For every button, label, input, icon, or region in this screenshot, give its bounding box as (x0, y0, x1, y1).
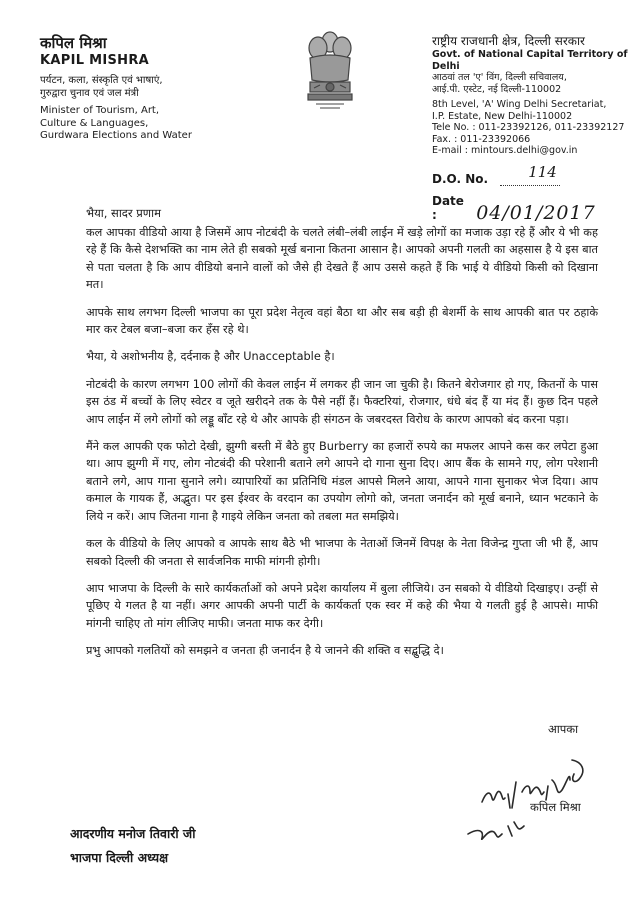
date-row (432, 194, 596, 224)
paragraph: आपके साथ लगभग दिल्ली भाजपा का पूरा प्रदेश नेतृत्व वहां बैठा था और सब बड़ी ही बेशर्मी के साथ आपकी बात पर ठहाके मार कर टेबल बजा–बजा कर हँस रहे थे। (86, 305, 598, 337)
paragraph: कल आपका वीडियो आया है जिसमें आप नोटबंदी के चलते लंबी–लंबी लाईन में खड़े लोगों का मजाक उड़ा रहे हैं और ये भी कह रहे हैं कि कैसे देशभक्ति का नाम लेते ही सबको मूर्ख बनाना कितना आसान है। आपको अपनी गलती का अहसास है ये इस बात से पता चलता है कि आप वीडियो बनाने वालों को जैसे ही देखते हैं आप उससे कहते हैं कि भाई ये वीडियो किसी को दिखाना मत। (86, 226, 598, 292)
paragraph: भैया, ये अशोभनीय है, दर्दनाक है और Unacceptable है। (86, 350, 335, 364)
address-english-line1: 8th Level, 'A' Wing Delhi Secretariat, (432, 99, 607, 110)
do-label: D.O. No. (432, 172, 489, 186)
paragraph: मैंने कल आपकी एक फोटो देखी, झुग्गी बस्ती में बैठे हुए Burberry का हजारों रुपये का मफलर आपने कस कर लपेटा हुआ था। आप झुग्गी में गए, लोग नोटबंदी की परेशानी बताने लगे आपने दो गाना सुना दिए। आप बैंक के सामने गए, लोग परेशानी बताने लगे, आप गाना सुनाने लगे। व्यापारियों का प्रतिनिधि मंडल आपसे मिलने आया, आपने गाना सुनाकर भेज दिया। आप कमाल के गायक हैं, अद्भुत। पर इस ईश्वर के वरदान का उपयोग लोगो को, जनता जनार्दन को मूर्ख बनाने, ध्यान भटकाने के लिये न करें। आप जितना गाना है गाइये लेकिन जनता को तबला मत समझिये। (86, 440, 598, 523)
paragraph: प्रभु आपको गलतियों को समझने व जनता ही जनार्दन है ये जानने की शक्ति व सद्बुद्धि दे। (86, 644, 444, 658)
paragraph: कल के वीडियो के लिए आपको व आपके साथ बैठे भी भाजपा के नेताओं जिनमें विपक्ष के नेता विजेन्द्र गुप्ता जी भी हैं, आप सबको दिल्ली की जनता से सार्वजनिक माफी मांगनी होगी। (86, 537, 598, 568)
fax-number: Fax. : 011-23392066 (432, 133, 531, 145)
date-value: 04/01/2017 (476, 202, 596, 224)
salutation: भैया, सादर प्रणाम (86, 206, 161, 220)
do-number: 114 (528, 163, 557, 181)
addressee-block (70, 822, 195, 870)
date-label: Date : (432, 194, 464, 222)
letterhead-left (40, 34, 280, 143)
do-number-row (432, 163, 560, 186)
paragraph: आप भाजपा के दिल्ली के सारे कार्यकर्ताओं को अपने प्रदेश कार्यालय में बुला लीजिये। उन सबको ये वीडियो दिखाइए। उन्हीं से पूछिए ये गलत है या नहीं। अगर आपकी अपनी पार्टी के कार्यकर्ता एक स्वर में कहे की भैया ये गलती हुई है आपसे। माफी मांगनी चाहिए तो मांग लीजिए माफी। जनता माफ कर देगी। (86, 581, 598, 630)
tele-numbers: Tele No. : 011-23392126, 011-23392127 (432, 122, 625, 133)
portfolio-hindi-line1: पर्यटन, कला, संस्कृति एवं भाषाएं, (40, 75, 163, 86)
govt-hindi: राष्ट्रीय राजधानी क्षेत्र, दिल्ली सरकार (432, 34, 585, 48)
closing: आपका (548, 722, 579, 736)
email-address: E-mail : mintours.delhi@gov.in (432, 145, 578, 156)
handwritten-signature-icon (450, 730, 610, 840)
letter-body (86, 224, 598, 670)
minister-name-english: KAPIL MISHRA (40, 53, 149, 68)
portfolio-english-line2: Culture & Languages, (40, 117, 149, 129)
portfolio-english-line3: Gurdwara Elections and Water (40, 130, 192, 141)
signatory-name: कपिल मिश्रा (530, 800, 581, 814)
addressee-org: भाजपा दिल्ली अध्यक्ष (70, 850, 169, 865)
portfolio-hindi-line2: गुरुद्वारा चुनाव एवं जल मंत्री (40, 87, 139, 99)
govt-english: Govt. of National Capital Territory of Delhi (432, 49, 628, 72)
addressee-name: आदरणीय मनोज तिवारी जी (70, 826, 196, 841)
minister-name-hindi: कपिल मिश्रा (40, 34, 107, 52)
paragraph: नोटबंदी के कारण लगभग 100 लोगों की केवल लाईन में लगकर ही जान जा चुकी है। कितने बेरोजगार हो गए, कितनों के पास इस ठंड में बच्चों के लिए स्वेटर व जूते खरीदने तक के पैसे नहीं हैं। फैक्टरियां, रोजगार, धंधे बंद हैं या मंद हैं। कुछ दिन पहले आप लाईन में लगे लोगों को लड्डू बाँट रहे थे और आपके ही संगठन के जबरदस्त विरोध के कारण आपको बंद करना पड़ा। (86, 377, 598, 426)
letterhead-right (432, 34, 632, 157)
address-hindi-line2: आई.पी. एस्टेट, नई दिल्ली-110002 (432, 83, 562, 95)
state-emblem-icon (302, 28, 358, 114)
portfolio-english-line1: Minister of Tourism, Art, (40, 105, 160, 116)
address-english-line2: I.P. Estate, New Delhi-110002 (432, 110, 573, 122)
address-hindi-line1: आठवां तल 'ए' विंग, दिल्ली सचिवालय, (432, 72, 567, 83)
